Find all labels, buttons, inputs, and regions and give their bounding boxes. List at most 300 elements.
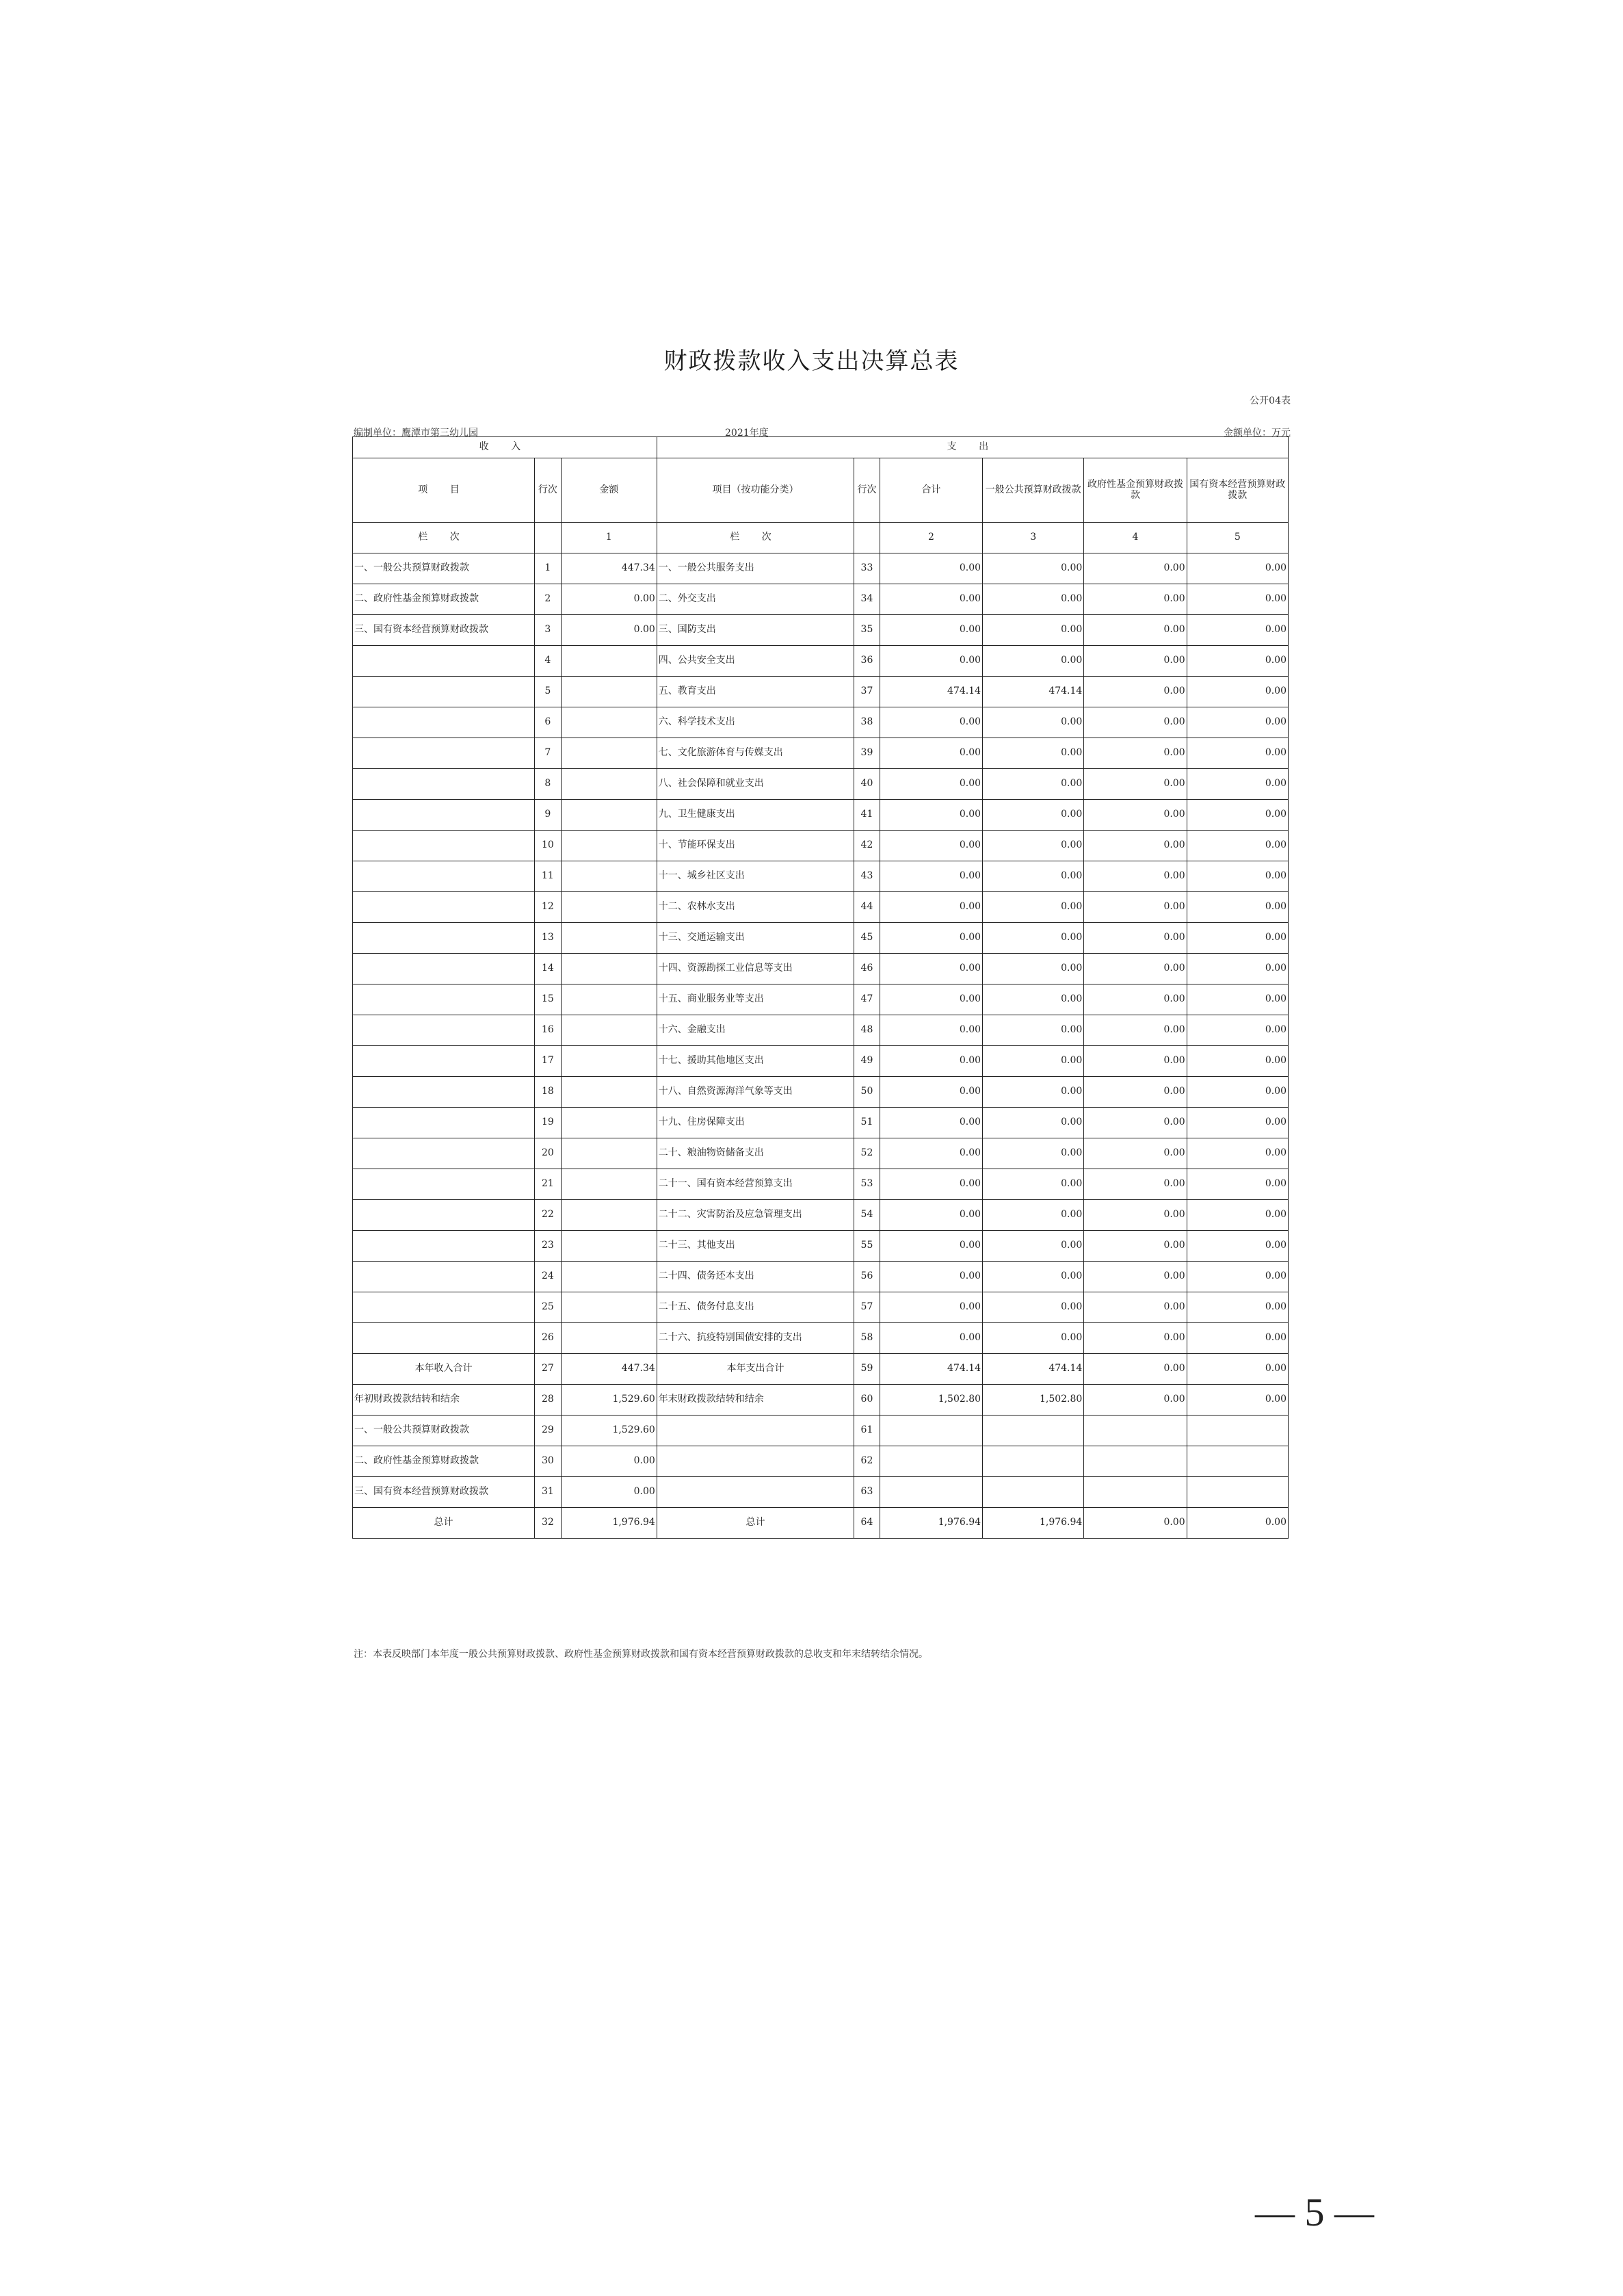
table-row (353, 1508, 1289, 1539)
income-item (353, 1108, 535, 1138)
expense-item: 二十四、债务还本支出 (657, 1262, 854, 1292)
table-row (353, 1046, 1289, 1077)
col-index-4: 4 (1084, 523, 1187, 553)
column-header-row (353, 458, 1289, 523)
income-item: 本年收入合计 (353, 1354, 535, 1385)
expense-total: 0.00 (880, 954, 982, 984)
expense-general-budget: 0.00 (983, 615, 1084, 646)
expense-gov-fund (1084, 1416, 1187, 1446)
expense-general-budget: 0.00 (983, 861, 1084, 892)
expense-state-capital: 0.00 (1187, 984, 1288, 1015)
income-row-no: 13 (535, 923, 562, 954)
income-row-no: 2 (535, 584, 562, 615)
header-general-budget: 一般公共预算财政拨款 (983, 458, 1084, 523)
expense-general-budget: 0.00 (983, 646, 1084, 677)
expense-total: 0.00 (880, 1015, 982, 1046)
income-item (353, 769, 535, 800)
expense-state-capital: 0.00 (1187, 923, 1288, 954)
income-row-no: 30 (535, 1446, 562, 1477)
expense-total: 0.00 (880, 1262, 982, 1292)
expense-row-no: 52 (854, 1138, 880, 1169)
expense-item: 十二、农林水支出 (657, 892, 854, 923)
expense-gov-fund: 0.00 (1084, 1292, 1187, 1323)
expense-general-budget: 0.00 (983, 954, 1084, 984)
expense-item (657, 1477, 854, 1508)
table-row (353, 584, 1289, 615)
expense-general-budget: 0.00 (983, 1169, 1084, 1200)
expense-general-budget: 0.00 (983, 831, 1084, 861)
expense-state-capital: 0.00 (1187, 1015, 1288, 1046)
income-row-no: 27 (535, 1354, 562, 1385)
col-empty-2 (854, 523, 880, 553)
income-amount (561, 1231, 657, 1262)
income-row-no: 1 (535, 553, 562, 584)
expense-state-capital: 0.00 (1187, 553, 1288, 584)
table-row (353, 553, 1289, 584)
expense-item: 总计 (657, 1508, 854, 1539)
expense-item: 二十、粮油物资储备支出 (657, 1138, 854, 1169)
expense-total (880, 1416, 982, 1446)
income-amount: 447.34 (561, 553, 657, 584)
expense-row-no: 46 (854, 954, 880, 984)
expense-item: 二十二、灾害防治及应急管理支出 (657, 1200, 854, 1231)
expense-row-no: 42 (854, 831, 880, 861)
income-item (353, 1015, 535, 1046)
expense-gov-fund: 0.00 (1084, 1508, 1187, 1539)
header-total: 合计 (880, 458, 982, 523)
income-item (353, 1138, 535, 1169)
expense-row-no: 43 (854, 861, 880, 892)
fiscal-year: 2021年度 (725, 428, 769, 439)
expense-item: 四、公共安全支出 (657, 646, 854, 677)
table-row (353, 1323, 1289, 1354)
expense-item: 二十一、国有资本经营预算支出 (657, 1169, 854, 1200)
expense-row-no: 60 (854, 1385, 880, 1416)
income-amount (561, 800, 657, 831)
col-label-left: 栏 次 (353, 523, 535, 553)
table-row (353, 646, 1289, 677)
income-item: 二、政府性基金预算财政拨款 (353, 584, 535, 615)
expense-row-no: 38 (854, 707, 880, 738)
expense-row-no: 64 (854, 1508, 880, 1539)
table-row (353, 1354, 1289, 1385)
expense-row-no: 59 (854, 1354, 880, 1385)
expense-state-capital: 0.00 (1187, 1169, 1288, 1200)
expense-total: 0.00 (880, 892, 982, 923)
expense-gov-fund: 0.00 (1084, 1200, 1187, 1231)
page-title: 财政拨款收入支出决算总表 (663, 348, 960, 375)
expense-total: 0.00 (880, 1231, 982, 1262)
income-item (353, 1231, 535, 1262)
income-item (353, 1200, 535, 1231)
expense-gov-fund: 0.00 (1084, 646, 1187, 677)
expense-total: 0.00 (880, 646, 982, 677)
table-row (353, 615, 1289, 646)
expense-item (657, 1416, 854, 1446)
expense-item: 二、外交支出 (657, 584, 854, 615)
expense-row-no: 33 (854, 553, 880, 584)
table-row (353, 800, 1289, 831)
expense-row-no: 48 (854, 1015, 880, 1046)
income-item (353, 892, 535, 923)
expense-row-no: 56 (854, 1262, 880, 1292)
expense-gov-fund: 0.00 (1084, 1231, 1187, 1262)
expense-total (880, 1446, 982, 1477)
expense-general-budget: 0.00 (983, 707, 1084, 738)
expense-gov-fund: 0.00 (1084, 615, 1187, 646)
expense-general-budget: 0.00 (983, 553, 1084, 584)
income-item: 三、国有资本经营预算财政拨款 (353, 1477, 535, 1508)
expense-general-budget: 0.00 (983, 1200, 1084, 1231)
expense-row-no: 45 (854, 923, 880, 954)
expense-state-capital: 0.00 (1187, 1077, 1288, 1108)
expense-group-header: 支 出 (657, 437, 1288, 458)
income-amount: 1,529.60 (561, 1385, 657, 1416)
group-header-row (353, 437, 1289, 458)
expense-state-capital: 0.00 (1187, 1200, 1288, 1231)
expense-item: 二十五、债务付息支出 (657, 1292, 854, 1323)
expense-item: 三、国防支出 (657, 615, 854, 646)
income-item (353, 984, 535, 1015)
expense-gov-fund: 0.00 (1084, 1385, 1187, 1416)
expense-total: 0.00 (880, 738, 982, 769)
expense-general-budget: 0.00 (983, 769, 1084, 800)
currency-unit: 金额单位：万元 (1224, 428, 1291, 439)
expense-state-capital: 0.00 (1187, 615, 1288, 646)
expense-state-capital: 0.00 (1187, 1385, 1288, 1416)
expense-row-no: 53 (854, 1169, 880, 1200)
income-row-no: 16 (535, 1015, 562, 1046)
expense-row-no: 35 (854, 615, 880, 646)
table-row (353, 1477, 1289, 1508)
income-amount (561, 1323, 657, 1354)
expense-item: 五、教育支出 (657, 677, 854, 707)
income-item (353, 1077, 535, 1108)
income-row-no: 21 (535, 1169, 562, 1200)
expense-row-no: 58 (854, 1323, 880, 1354)
income-item (353, 738, 535, 769)
expense-gov-fund: 0.00 (1084, 1262, 1187, 1292)
table-row (353, 1169, 1289, 1200)
expense-general-budget: 0.00 (983, 800, 1084, 831)
expense-item: 七、文化旅游体育与传媒支出 (657, 738, 854, 769)
income-row-no: 23 (535, 1231, 562, 1262)
expense-state-capital: 0.00 (1187, 1231, 1288, 1262)
table-row (353, 1292, 1289, 1323)
table-row (353, 738, 1289, 769)
expense-gov-fund: 0.00 (1084, 584, 1187, 615)
expense-item: 十九、住房保障支出 (657, 1108, 854, 1138)
col-empty-1 (535, 523, 562, 553)
income-amount: 0.00 (561, 584, 657, 615)
income-amount (561, 861, 657, 892)
income-amount (561, 1138, 657, 1169)
table-row (353, 1416, 1289, 1446)
expense-general-budget: 0.00 (983, 1077, 1084, 1108)
expense-state-capital: 0.00 (1187, 1354, 1288, 1385)
table-row (353, 1385, 1289, 1416)
income-amount (561, 1108, 657, 1138)
income-amount: 1,529.60 (561, 1416, 657, 1446)
income-row-no: 17 (535, 1046, 562, 1077)
income-amount (561, 984, 657, 1015)
page-number: — 5 — (1255, 2190, 1374, 2234)
column-index-row (353, 523, 1289, 553)
expense-general-budget: 0.00 (983, 984, 1084, 1015)
expense-item: 十三、交通运输支出 (657, 923, 854, 954)
expense-item: 十七、援助其他地区支出 (657, 1046, 854, 1077)
table-row (353, 1108, 1289, 1138)
expense-state-capital: 0.00 (1187, 1108, 1288, 1138)
income-item: 一、一般公共预算财政拨款 (353, 553, 535, 584)
income-row-no: 19 (535, 1108, 562, 1138)
col-index-2: 2 (880, 523, 982, 553)
expense-state-capital: 0.00 (1187, 769, 1288, 800)
header-state-capital: 国有资本经营预算财政拨款 (1187, 458, 1288, 523)
expense-item: 二十六、抗疫特别国债安排的支出 (657, 1323, 854, 1354)
col-index-1: 1 (561, 523, 657, 553)
expense-general-budget (983, 1446, 1084, 1477)
income-amount: 0.00 (561, 1446, 657, 1477)
expense-row-no: 44 (854, 892, 880, 923)
expense-item: 六、科学技术支出 (657, 707, 854, 738)
income-item (353, 1046, 535, 1077)
expense-state-capital: 0.00 (1187, 892, 1288, 923)
expense-general-budget: 0.00 (983, 892, 1084, 923)
expense-gov-fund: 0.00 (1084, 1323, 1187, 1354)
income-row-no: 20 (535, 1138, 562, 1169)
expense-item: 十六、金融支出 (657, 1015, 854, 1046)
col-label-right: 栏 次 (657, 523, 854, 553)
expense-general-budget: 0.00 (983, 738, 1084, 769)
income-item (353, 1323, 535, 1354)
expense-state-capital: 0.00 (1187, 677, 1288, 707)
expense-item: 十四、资源勘探工业信息等支出 (657, 954, 854, 984)
expense-general-budget: 0.00 (983, 1108, 1084, 1138)
expense-state-capital (1187, 1416, 1288, 1446)
table-note: 注：本表反映部门本年度一般公共预算财政拨款、政府性基金预算财政拨款和国有资本经营预算财政拨款的总收支和年末结转结余情况。 (354, 1649, 928, 1660)
income-item (353, 831, 535, 861)
reporting-unit: 编制单位：鹰潭市第三幼儿园 (354, 428, 478, 439)
expense-row-no: 36 (854, 646, 880, 677)
expense-total: 0.00 (880, 584, 982, 615)
expense-item: 八、社会保障和就业支出 (657, 769, 854, 800)
income-item (353, 707, 535, 738)
expense-total: 0.00 (880, 831, 982, 861)
expense-row-no: 34 (854, 584, 880, 615)
income-item: 一、一般公共预算财政拨款 (353, 1416, 535, 1446)
income-amount (561, 1262, 657, 1292)
income-row-no: 6 (535, 707, 562, 738)
income-row-no: 5 (535, 677, 562, 707)
expense-state-capital: 0.00 (1187, 584, 1288, 615)
income-row-no: 7 (535, 738, 562, 769)
expense-gov-fund: 0.00 (1084, 1138, 1187, 1169)
expense-row-no: 62 (854, 1446, 880, 1477)
expense-total: 474.14 (880, 1354, 982, 1385)
expense-state-capital: 0.00 (1187, 1292, 1288, 1323)
expense-total: 0.00 (880, 1138, 982, 1169)
income-row-no: 14 (535, 954, 562, 984)
expense-general-budget: 0.00 (983, 1292, 1084, 1323)
expense-total: 0.00 (880, 800, 982, 831)
expense-general-budget: 0.00 (983, 923, 1084, 954)
expense-state-capital: 0.00 (1187, 861, 1288, 892)
expense-general-budget: 0.00 (983, 1262, 1084, 1292)
expense-item: 十、节能环保支出 (657, 831, 854, 861)
expense-state-capital: 0.00 (1187, 954, 1288, 984)
expense-gov-fund: 0.00 (1084, 923, 1187, 954)
income-item: 总计 (353, 1508, 535, 1539)
expense-total: 474.14 (880, 677, 982, 707)
header-row-no-2: 行次 (854, 458, 880, 523)
expense-item: 二十三、其他支出 (657, 1231, 854, 1262)
expense-row-no: 39 (854, 738, 880, 769)
financial-table (352, 436, 1289, 1539)
expense-state-capital: 0.00 (1187, 646, 1288, 677)
expense-general-budget: 474.14 (983, 677, 1084, 707)
income-amount (561, 738, 657, 769)
income-amount (561, 923, 657, 954)
income-row-no: 15 (535, 984, 562, 1015)
income-amount (561, 892, 657, 923)
header-row-no: 行次 (535, 458, 562, 523)
expense-item: 十一、城乡社区支出 (657, 861, 854, 892)
income-row-no: 12 (535, 892, 562, 923)
income-row-no: 10 (535, 831, 562, 861)
expense-state-capital: 0.00 (1187, 1046, 1288, 1077)
income-item (353, 1292, 535, 1323)
income-amount (561, 1015, 657, 1046)
expense-gov-fund: 0.00 (1084, 861, 1187, 892)
expense-total: 0.00 (880, 769, 982, 800)
table-row (353, 677, 1289, 707)
income-item (353, 923, 535, 954)
table-row (353, 769, 1289, 800)
income-amount (561, 769, 657, 800)
income-amount (561, 677, 657, 707)
expense-state-capital: 0.00 (1187, 1138, 1288, 1169)
income-amount (561, 1200, 657, 1231)
income-item (353, 800, 535, 831)
table-row (353, 831, 1289, 861)
header-item-func: 项目（按功能分类） (657, 458, 854, 523)
expense-row-no: 63 (854, 1477, 880, 1508)
income-row-no: 24 (535, 1262, 562, 1292)
expense-total: 0.00 (880, 984, 982, 1015)
expense-state-capital: 0.00 (1187, 707, 1288, 738)
expense-total: 0.00 (880, 923, 982, 954)
expense-gov-fund: 0.00 (1084, 1046, 1187, 1077)
expense-total (880, 1477, 982, 1508)
income-amount: 1,976.94 (561, 1508, 657, 1539)
table-row (353, 1446, 1289, 1477)
table-row (353, 954, 1289, 984)
expense-gov-fund: 0.00 (1084, 800, 1187, 831)
table-row (353, 1015, 1289, 1046)
income-item (353, 861, 535, 892)
expense-item: 本年支出合计 (657, 1354, 854, 1385)
col-index-3: 3 (983, 523, 1084, 553)
income-amount (561, 1046, 657, 1077)
income-row-no: 25 (535, 1292, 562, 1323)
income-row-no: 3 (535, 615, 562, 646)
header-amount: 金额 (561, 458, 657, 523)
expense-total: 0.00 (880, 1046, 982, 1077)
expense-total: 0.00 (880, 1169, 982, 1200)
expense-general-budget: 0.00 (983, 584, 1084, 615)
expense-gov-fund: 0.00 (1084, 1108, 1187, 1138)
expense-general-budget: 0.00 (983, 1323, 1084, 1354)
expense-gov-fund: 0.00 (1084, 831, 1187, 861)
table-row (353, 707, 1289, 738)
income-amount (561, 707, 657, 738)
col-index-5: 5 (1187, 523, 1288, 553)
header-gov-fund: 政府性基金预算财政拨款 (1084, 458, 1187, 523)
expense-state-capital: 0.00 (1187, 831, 1288, 861)
expense-gov-fund: 0.00 (1084, 738, 1187, 769)
income-amount (561, 646, 657, 677)
expense-row-no: 37 (854, 677, 880, 707)
expense-total: 0.00 (880, 553, 982, 584)
expense-row-no: 55 (854, 1231, 880, 1262)
expense-gov-fund: 0.00 (1084, 707, 1187, 738)
form-code: 公开04表 (1250, 395, 1291, 406)
income-amount: 0.00 (561, 1477, 657, 1508)
expense-state-capital: 0.00 (1187, 1508, 1288, 1539)
expense-total: 0.00 (880, 1200, 982, 1231)
expense-total: 0.00 (880, 707, 982, 738)
income-amount (561, 1077, 657, 1108)
expense-gov-fund: 0.00 (1084, 1077, 1187, 1108)
income-item: 三、国有资本经营预算财政拨款 (353, 615, 535, 646)
income-row-no: 9 (535, 800, 562, 831)
expense-general-budget: 0.00 (983, 1138, 1084, 1169)
expense-state-capital: 0.00 (1187, 800, 1288, 831)
table-row (353, 1200, 1289, 1231)
income-item: 二、政府性基金预算财政拨款 (353, 1446, 535, 1477)
income-row-no: 31 (535, 1477, 562, 1508)
expense-general-budget (983, 1416, 1084, 1446)
expense-total: 1,976.94 (880, 1508, 982, 1539)
table-row (353, 1262, 1289, 1292)
expense-state-capital (1187, 1446, 1288, 1477)
expense-gov-fund (1084, 1446, 1187, 1477)
table-row (353, 861, 1289, 892)
income-row-no: 28 (535, 1385, 562, 1416)
expense-item (657, 1446, 854, 1477)
expense-item: 十八、自然资源海洋气象等支出 (657, 1077, 854, 1108)
income-item (353, 646, 535, 677)
expense-item: 九、卫生健康支出 (657, 800, 854, 831)
income-item (353, 954, 535, 984)
income-item (353, 1169, 535, 1200)
expense-gov-fund: 0.00 (1084, 769, 1187, 800)
expense-general-budget: 1,976.94 (983, 1508, 1084, 1539)
expense-row-no: 41 (854, 800, 880, 831)
expense-total: 0.00 (880, 615, 982, 646)
income-row-no: 26 (535, 1323, 562, 1354)
expense-gov-fund: 0.00 (1084, 553, 1187, 584)
table-row (353, 1138, 1289, 1169)
expense-row-no: 49 (854, 1046, 880, 1077)
expense-row-no: 50 (854, 1077, 880, 1108)
expense-row-no: 57 (854, 1292, 880, 1323)
expense-row-no: 54 (854, 1200, 880, 1231)
expense-total: 0.00 (880, 861, 982, 892)
expense-gov-fund: 0.00 (1084, 892, 1187, 923)
expense-state-capital: 0.00 (1187, 1323, 1288, 1354)
